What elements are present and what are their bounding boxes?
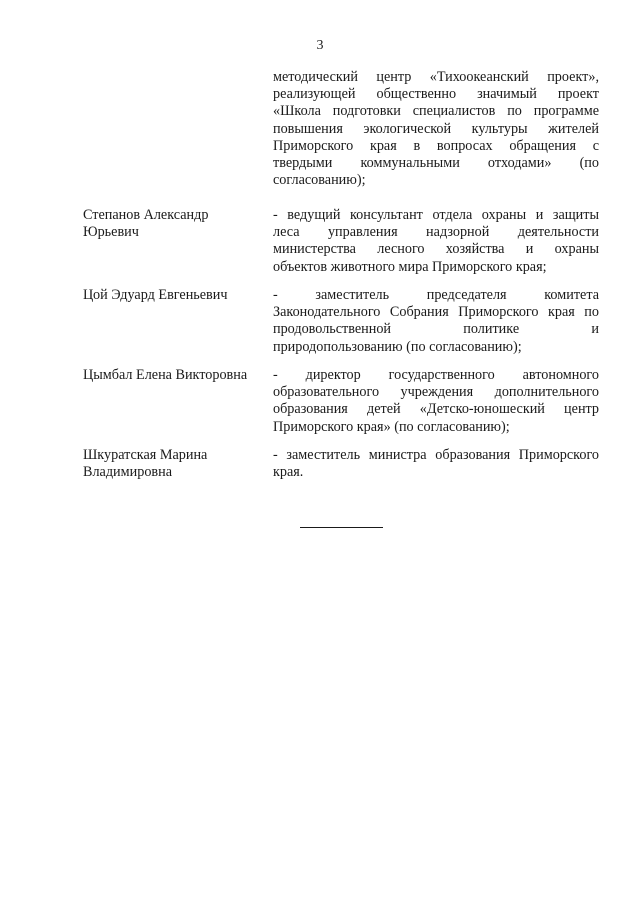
member-desc-line: Законодательного Собрания Приморского края по bbox=[273, 304, 599, 321]
member-description bbox=[273, 367, 599, 436]
intro-line: твердыми коммунальными отходами» (по bbox=[273, 155, 599, 172]
member-name bbox=[83, 287, 263, 304]
intro-line: методический центр «Тихоокеанский проект», bbox=[273, 69, 599, 85]
intro-line: Приморского края в вопросах обращения с bbox=[273, 137, 599, 154]
member-name bbox=[83, 207, 263, 241]
member-desc-line: Приморского края» (по согласованию); bbox=[273, 418, 510, 435]
intro-line: повышения экологической культуры жителей bbox=[273, 120, 599, 137]
member-desc-line: края. bbox=[273, 464, 304, 481]
member-desc-line: министерства лесного хозяйства и охраны bbox=[273, 241, 599, 258]
member-name-line: Шкуратская Марина bbox=[83, 447, 208, 463]
member-name-line: Степанов Александр bbox=[83, 207, 209, 223]
member-name-line: Цымбал Елена Викторовна bbox=[83, 367, 248, 383]
member-name-line: Владимировна bbox=[83, 464, 172, 481]
member-desc-line: - заместитель председателя комитета bbox=[273, 287, 599, 303]
member-desc-line: образования детей «Детско-юношеский центр bbox=[273, 401, 599, 418]
intro-line: «Школа подготовки специалистов по программе bbox=[273, 103, 599, 120]
member-desc-line: - заместитель министра образования Приморского bbox=[273, 447, 599, 463]
member-name bbox=[83, 367, 263, 384]
member-name bbox=[83, 447, 263, 481]
member-name-line: Цой Эдуард Евгеньевич bbox=[83, 287, 228, 303]
member-desc-line: - ведущий консультант отдела охраны и защиты bbox=[273, 207, 599, 223]
intro-paragraph bbox=[273, 69, 599, 189]
member-desc-line: объектов животного мира Приморского края; bbox=[273, 258, 547, 275]
member-name-line: Юрьевич bbox=[83, 224, 139, 241]
member-desc-line: продовольственной политике и bbox=[273, 321, 599, 338]
member-description bbox=[273, 447, 599, 481]
page-number: 3 bbox=[316, 38, 324, 53]
member-description bbox=[273, 287, 599, 356]
member-desc-line: - директор государственного автономного bbox=[273, 367, 599, 383]
closing-separator-line bbox=[300, 527, 383, 528]
member-desc-line: леса управления надзорной деятельности bbox=[273, 224, 599, 241]
member-description bbox=[273, 207, 599, 276]
intro-line: согласованию); bbox=[273, 172, 366, 189]
member-desc-line: природопользованию (по согласованию); bbox=[273, 338, 522, 355]
intro-line: реализующей общественно значимый проект bbox=[273, 86, 599, 103]
member-desc-line: образовательного учреждения дополнительного bbox=[273, 384, 599, 401]
